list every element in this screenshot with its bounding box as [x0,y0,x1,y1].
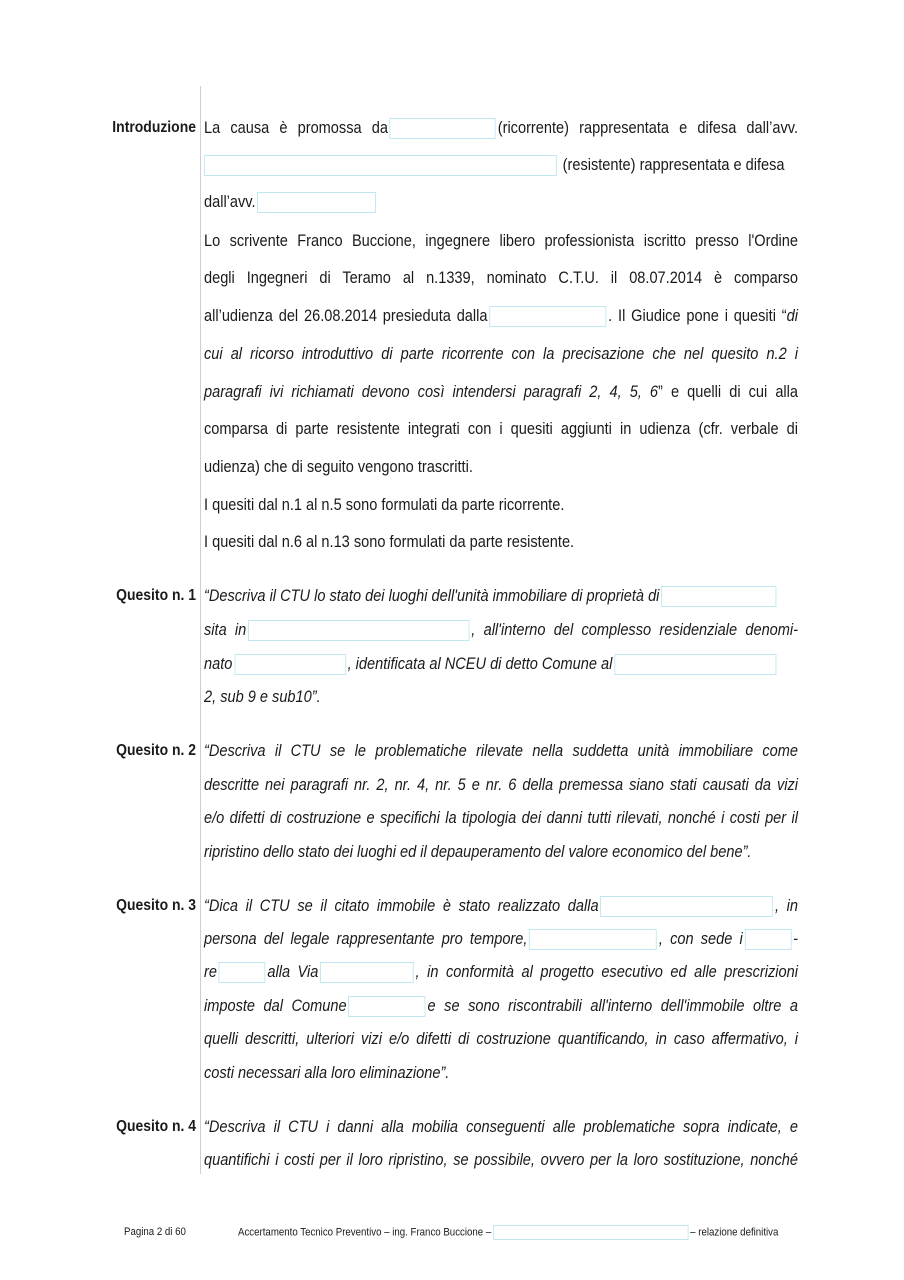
text-line: quantifichi i costi per il loro ripristino, se possibile, ovvero per la loro sostituzione, nonché [204,1151,798,1169]
section-label-quesito-2: Quesito n. 2 [116,742,196,759]
footer-page-number: Pagina 2 di 60 [124,1226,186,1238]
redaction-box [257,192,376,213]
redaction-box [661,586,776,607]
text-line: 2, sub 9 e sub10”. [204,688,321,706]
redaction-box [234,654,346,675]
section-label-quesito-4: Quesito n. 4 [116,1118,196,1135]
text-line: dall’avv. [204,191,739,213]
text-line: Lo scrivente Franco Buccione, ingegnere libero professionista iscritto presso l'Ordine [204,232,798,250]
text-line: persona del legale rappresentante pro tempore, , con sede i - [204,928,798,950]
redaction-box [493,1225,688,1240]
text-line: all’udienza del 26.08.2014 presieduta dalla . Il Giudice pone i quesiti “di [204,305,798,327]
text-line: quelli descritti, ulteriori vizi e/o difetti di costruzione quantificando, in caso affermativo, i [204,1030,798,1048]
text-line: La causa è promossa da (ricorrente) rappresentata e difesa dall’avv. [204,117,798,139]
text-line: “Dica il CTU se il citato immobile è stato realizzato dalla , in [204,895,798,917]
text-line: “Descriva il CTU i danni alla mobilia conseguenti alle problematiche sopra indicate, e [204,1118,798,1136]
text-line: cui al ricorso introduttivo di parte ricorrente con la precisazione che nel quesito n.2 i [204,345,798,363]
redaction-box [390,118,496,139]
redaction-box [204,155,557,176]
text-line: descritte nei paragrafi nr. 2, nr. 4, nr. 5 e nr. 6 della premessa siano stati causati da vizi [204,776,798,794]
redaction-box [529,929,657,950]
section-label-quesito-3: Quesito n. 3 [116,897,196,914]
text-line: e/o difetti di costruzione e specifichi la tipologia dei danni tutti rilevati, nonché i costi per il [204,809,798,827]
redaction-box [320,962,414,983]
text-line: sita in , all'interno del complesso residenziale denomi- [204,619,798,641]
redaction-box [614,654,776,675]
text-line: udienza) che di seguito vengono trascritti. [204,458,473,476]
text-line: paragrafi ivi richiamati devono così intendersi paragrafi 2, 4, 5, 6” e quelli di cui alla [204,383,798,401]
redaction-box [745,929,792,950]
text-line: (resistente) rappresentata e difesa [204,154,739,176]
redaction-box [600,896,773,917]
column-divider [200,86,201,1174]
text-line: imposte dal Comune e se sono riscontrabili all'interno dell'immobile oltre a [204,995,798,1017]
text-line: I quesiti dal n.1 al n.5 sono formulati da parte ricorrente. [204,496,565,514]
text-line: I quesiti dal n.6 al n.13 sono formulati da parte resistente. [204,533,575,551]
text-line: comparsa di parte resistente integrati con i quesiti aggiunti in udienza (cfr. verbale di [204,420,798,438]
redaction-box [219,962,266,983]
text-line: degli Ingegneri di Teramo al n.1339, nominato C.T.U. il 08.07.2014 è comparso [204,269,798,287]
text-line: re alla Via , in conformità al progetto esecutivo ed alle prescrizioni [204,961,798,983]
footer-title: Accertamento Tecnico Preventivo – ing. Franco Buccione – – relazione definitiva [238,1226,779,1239]
redaction-box [489,306,606,327]
redaction-box [348,996,425,1017]
text-line: “Descriva il CTU se le problematiche rilevate nella suddetta unità immobiliare come [204,742,798,760]
redaction-box [248,620,469,641]
section-label-introduzione: Introduzione [112,119,196,136]
text-line: nato , identificata al NCEU di detto Comune al [204,653,739,675]
section-label-quesito-1: Quesito n. 1 [116,587,196,604]
text-line: “Descriva il CTU lo stato dei luoghi dell'unità immobiliare di proprietà di [204,585,739,607]
text-line: ripristino dello stato dei luoghi ed il depauperamento del valore economico del bene”. [204,843,752,861]
text-line: costi necessari alla loro eliminazione”. [204,1064,450,1082]
